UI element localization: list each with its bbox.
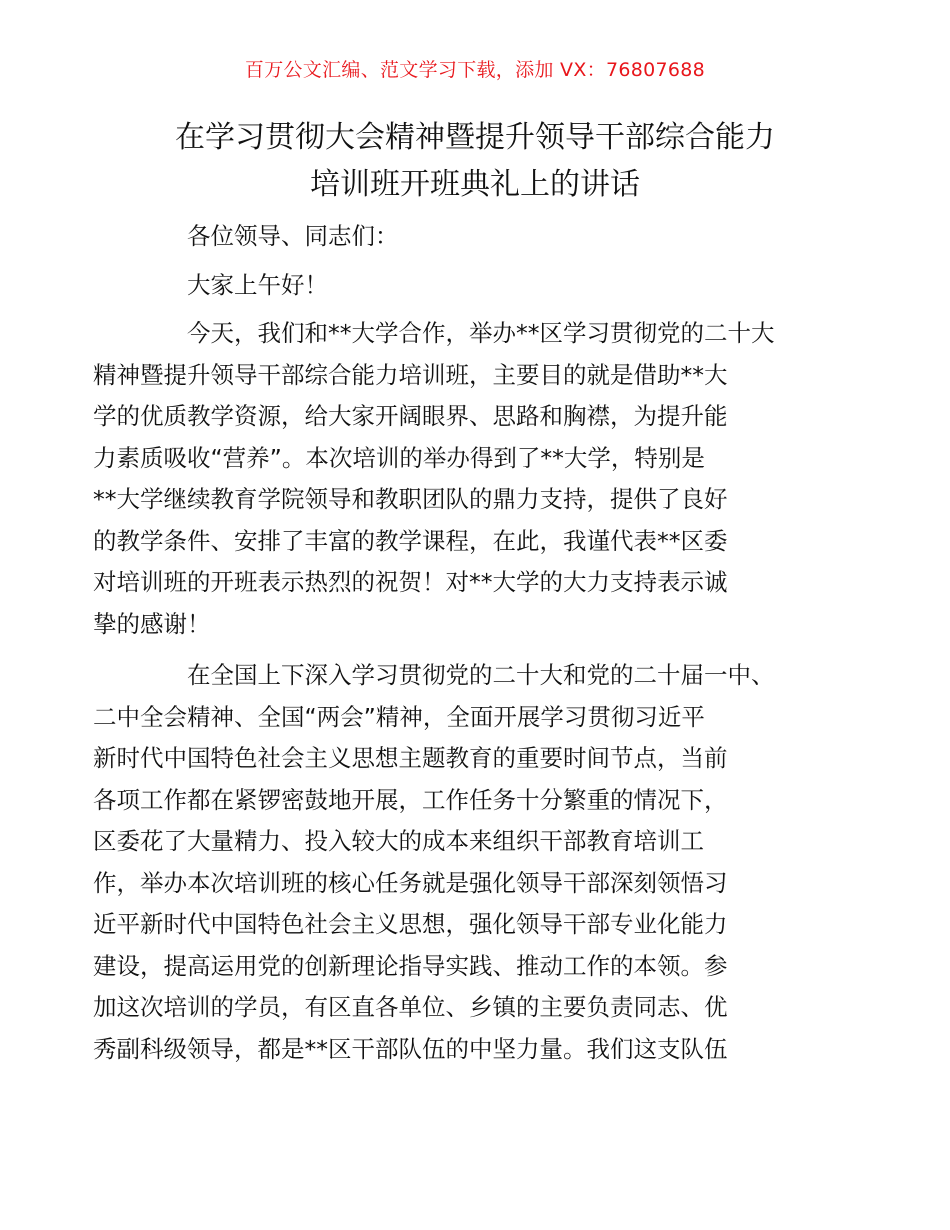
paragraph-line: 对培训班的开班表示热烈的祝贺！对**大学的大力支持表示诚 [93, 568, 728, 596]
paragraph-line: 今天，我们和**大学合作，举办**区学习贯彻党的二十大 [187, 319, 775, 347]
paragraph-line: **大学继续教育学院领导和教职团队的鼎力支持，提供了良好 [93, 485, 728, 513]
paragraph-line: 区委花了大量精力、投入较大的成本来组织干部教育培训工 [93, 827, 704, 855]
paragraph-2 [93, 655, 816, 1070]
paragraph-line: 二中全会精神、全国“两会”精神，全面开展学习贯彻习近平 [93, 702, 705, 731]
paragraph-1 [93, 313, 816, 645]
paragraph-line: 的教学条件、安排了丰富的教学课程，在此，我谨代表**区委 [93, 526, 728, 555]
paragraph-line: 挚的感谢！ [93, 609, 211, 638]
title-line: 培训班开班典礼上的讲话 [310, 167, 640, 202]
paragraph-line: 力素质吸收“营养”。本次培训的举办得到了**大学，特别是 [93, 443, 705, 472]
watermark-header: 百万公文汇编、范文学习下载，添加 VX：76807688 [244, 59, 706, 81]
paragraph-line: 建设，提高运用党的创新理论指导实践、推动工作的本领。参 [93, 951, 728, 980]
paragraph-line: 新时代中国特色社会主义思想主题教育的重要时间节点，当前 [93, 744, 728, 772]
document-title [60, 114, 890, 208]
paragraph-line: 在全国上下深入学习贯彻党的二十大和党的二十届一中、 [187, 661, 775, 689]
paragraph-line: 秀副科级领导，都是**区干部队伍的中坚力量。我们这支队伍 [93, 1034, 728, 1063]
paragraph-line: 学的优质教学资源，给大家开阔眼界、思路和胸襟，为提升能 [93, 402, 728, 430]
document-body [93, 216, 816, 1070]
paragraph-line: 加这次培训的学员，有区直各单位、乡镇的主要负责同志、优 [93, 993, 728, 1021]
greeting: 大家上午好！ [187, 270, 328, 299]
paragraph-line: 各项工作都在紧锣密鼓地开展，工作任务十分繁重的情况下， [93, 785, 728, 814]
salutation: 各位领导、同志们： [187, 222, 399, 250]
paragraph-line: 精神暨提升领导干部综合能力培训班，主要目的就是借助**大 [93, 360, 728, 389]
paragraph-line: 近平新时代中国特色社会主义思想，强化领导干部专业化能力 [93, 910, 728, 938]
paragraph-line: 作，举办本次培训班的核心任务就是强化领导干部深刻领悟习 [93, 868, 728, 897]
title-line: 在学习贯彻大会精神暨提升领导干部综合能力 [175, 120, 775, 155]
